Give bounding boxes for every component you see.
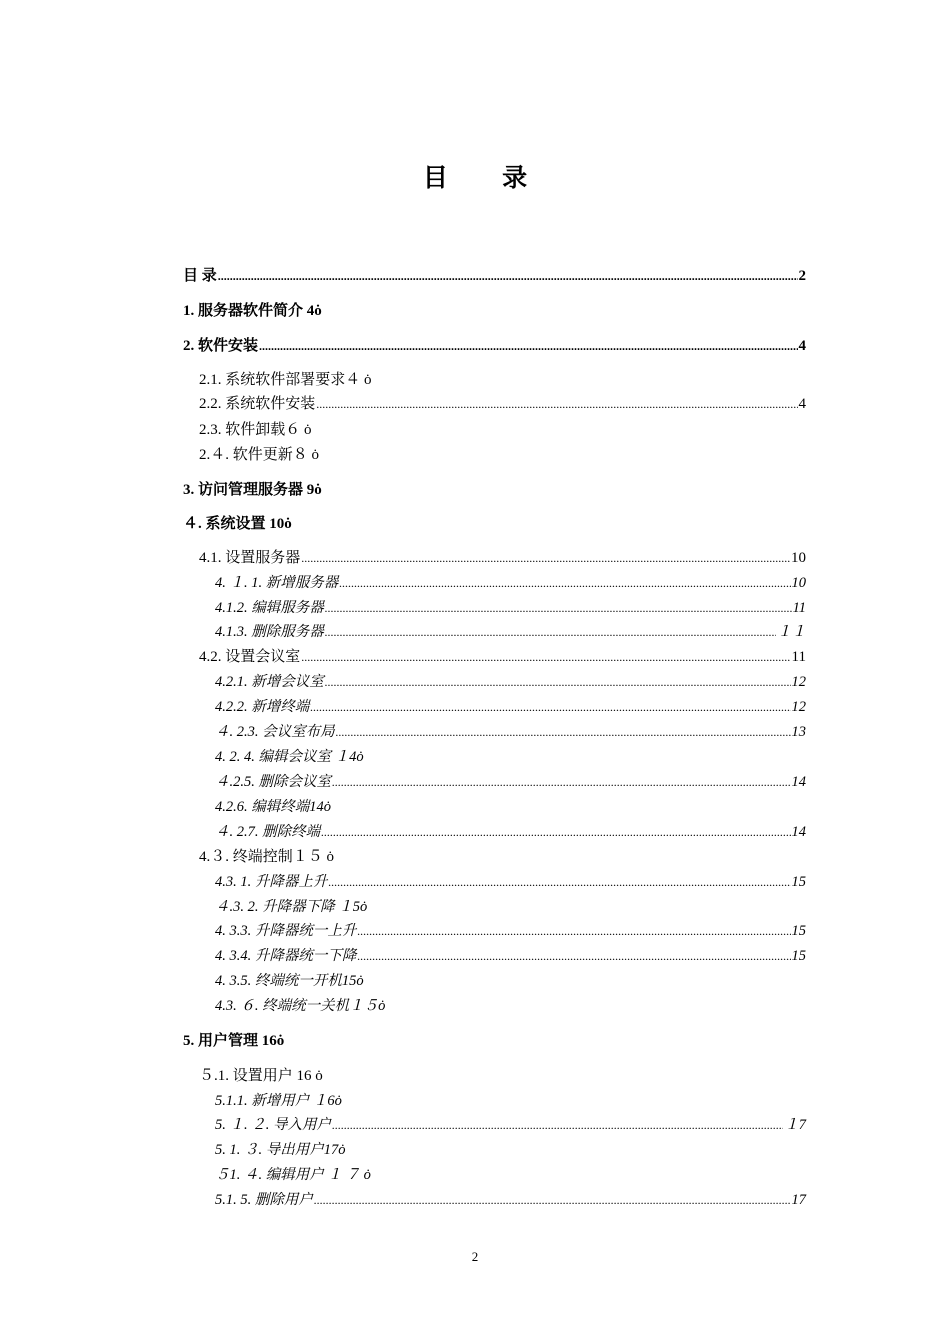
toc-entry-title: 4. 3.4. 升降器统一下降	[215, 948, 357, 964]
toc-entry-title: 目 录	[183, 268, 217, 284]
toc-dot-leader	[357, 946, 790, 966]
toc-entry-title: 4. 3.5. 终端统一开机15ȯ	[215, 973, 364, 989]
toc-entry-page: 10	[791, 550, 806, 566]
toc-entry-title: 4. 2. 4. 编辑会议室 １4ȯ	[215, 749, 364, 765]
toc-entry[interactable]	[215, 1165, 371, 1185]
toc-dot-leader	[325, 672, 791, 692]
toc-entry[interactable]	[215, 747, 364, 767]
toc-entry-title: 2.3. 软件卸载６ ȯ	[199, 422, 312, 438]
toc-entry-title: 4.2.1. 新增会议室	[215, 674, 324, 690]
toc-entry-page: 15	[791, 874, 806, 890]
toc-dot-leader	[310, 697, 790, 717]
toc-dot-leader	[332, 1115, 783, 1135]
toc-dot-leader	[301, 647, 790, 667]
toc-entry[interactable]	[199, 647, 806, 667]
toc-entry-page: 12	[791, 699, 806, 715]
toc-entry-page: １7	[784, 1117, 806, 1133]
page-title: 目 录	[422, 165, 552, 192]
toc-entry-page: 15	[791, 948, 806, 964]
toc-entry-title: 5.1.1. 新增用户 １6ȯ	[215, 1093, 342, 1109]
toc-entry[interactable]	[199, 370, 372, 390]
toc-entry-title: ４.2.5. 删除会议室	[215, 774, 331, 790]
toc-dot-leader	[301, 548, 790, 568]
toc-entry[interactable]	[215, 697, 806, 717]
toc-dot-leader	[332, 772, 791, 792]
toc-entry[interactable]	[199, 420, 312, 440]
toc-entry[interactable]	[199, 548, 806, 568]
toc-entry-title: 4.2.2. 新增终端	[215, 699, 310, 715]
toc-entry-page: 12	[791, 674, 806, 690]
toc-dot-leader	[336, 722, 791, 742]
toc-entry-page: １１	[777, 624, 806, 640]
toc-entry-page: 11	[791, 649, 806, 665]
toc-entry[interactable]	[215, 946, 806, 966]
toc-entry[interactable]	[215, 996, 385, 1016]
toc-dot-leader	[218, 266, 798, 286]
toc-entry-page: 11	[792, 600, 806, 616]
toc-entry-title: 2.2. 系统软件安装	[199, 396, 316, 412]
toc-entry[interactable]	[183, 514, 292, 534]
toc-entry-page: 15	[791, 923, 806, 939]
toc-entry[interactable]	[183, 336, 806, 356]
toc-dot-leader	[259, 336, 797, 356]
toc-entry[interactable]	[215, 921, 806, 941]
toc-entry[interactable]	[215, 598, 806, 618]
toc-dot-leader	[321, 822, 790, 842]
toc-entry[interactable]	[215, 1190, 806, 1210]
toc-entry-title: 5.1. 5. 删除用户	[215, 1192, 313, 1208]
toc-entry[interactable]	[215, 672, 806, 692]
toc-entry-title: 4.1. 设置服务器	[199, 550, 301, 566]
toc-entry-title: 2. 软件安装	[183, 338, 259, 354]
toc-entry-page: 10	[791, 575, 806, 591]
toc-entry-title: 3. 访问管理服务器 9ȯ	[183, 482, 322, 498]
toc-entry-title: ５1. ４. 编辑用户 １ ７ ȯ	[215, 1167, 371, 1183]
toc-entry-title: 4.1.2. 编辑服务器	[215, 600, 324, 616]
toc-entry[interactable]	[215, 1115, 806, 1135]
toc-entry-title: 1. 服务器软件简介 4ȯ	[183, 303, 322, 319]
toc-entry-title: 2.４. 软件更新８ ȯ	[199, 447, 320, 463]
toc-entry-title: 5. 用户管理 16ȯ	[183, 1033, 285, 1049]
toc-entry-title: ４. 2.3. 会议室布局	[215, 724, 335, 740]
toc-entry[interactable]	[215, 797, 331, 817]
toc-entry-title: ５.1. 设置用户 16 ȯ	[199, 1068, 323, 1084]
toc-entry[interactable]	[215, 822, 806, 842]
toc-dot-leader	[316, 394, 797, 414]
toc-entry-page: 13	[791, 724, 806, 740]
toc-entry-title: 4.3. ６. 终端统一关机１５ȯ	[215, 998, 386, 1014]
toc-entry[interactable]	[215, 722, 806, 742]
toc-entry-page: 4	[798, 396, 806, 412]
toc-entry-page: 4	[798, 338, 806, 354]
toc-dot-leader	[339, 573, 790, 593]
toc-entry[interactable]	[199, 394, 806, 414]
toc-entry-title: 2.1. 系统软件部署要求４ ȯ	[199, 372, 372, 388]
page-number: 2	[471, 1249, 479, 1264]
toc-entry-title: 5. 1. ３. 导出用户17ȯ	[215, 1142, 346, 1158]
toc-entry[interactable]	[215, 573, 806, 593]
toc-entry[interactable]	[183, 301, 322, 321]
toc-dot-leader	[328, 872, 790, 892]
toc-entry-title: 4.1.3. 删除服务器	[215, 624, 324, 640]
toc-entry-page: 2	[798, 268, 806, 284]
toc-entry[interactable]	[183, 480, 322, 500]
toc-entry-title: ４.3. 2. 升降器下降 １5ȯ	[215, 899, 368, 915]
toc-entry-title: 4.３. 终端控制１５ ȯ	[199, 849, 335, 865]
toc-dot-leader	[357, 921, 790, 941]
toc-entry-page: 14	[791, 824, 806, 840]
toc-entry[interactable]	[215, 622, 806, 642]
toc-entry-title: 4.3. 1. 升降器上升	[215, 874, 328, 890]
toc-entry[interactable]	[199, 1066, 323, 1086]
toc-entry-title: 5. １. ２. 导入用户	[215, 1117, 331, 1133]
toc-entry-title: 4.2. 设置会议室	[199, 649, 301, 665]
toc-entry[interactable]	[183, 1031, 284, 1051]
toc-dot-leader	[325, 622, 776, 642]
toc-entry[interactable]	[199, 445, 319, 465]
toc-entry[interactable]	[215, 971, 364, 991]
toc-entry[interactable]	[199, 847, 334, 867]
toc-entry-title: 4.2.6. 编辑终端14ȯ	[215, 799, 331, 815]
toc-entry-page: 14	[791, 774, 806, 790]
toc-dot-leader	[314, 1190, 791, 1210]
toc-entry[interactable]	[215, 772, 806, 792]
toc-entry[interactable]	[215, 897, 367, 917]
toc-entry-title: 4. １. 1. 新增服务器	[215, 575, 339, 591]
toc-entry[interactable]	[215, 1140, 346, 1160]
toc-entry[interactable]	[215, 872, 806, 892]
toc-entry[interactable]	[183, 266, 806, 286]
toc-entry-title: ４. 系统设置 10ȯ	[183, 516, 292, 532]
toc-entry-page: 17	[791, 1192, 806, 1208]
toc-entry[interactable]	[215, 1091, 342, 1111]
toc-entry-title: ４. 2.7. 删除终端	[215, 824, 321, 840]
toc-entry-title: 4. 3.3. 升降器统一上升	[215, 923, 357, 939]
toc-dot-leader	[325, 598, 792, 618]
